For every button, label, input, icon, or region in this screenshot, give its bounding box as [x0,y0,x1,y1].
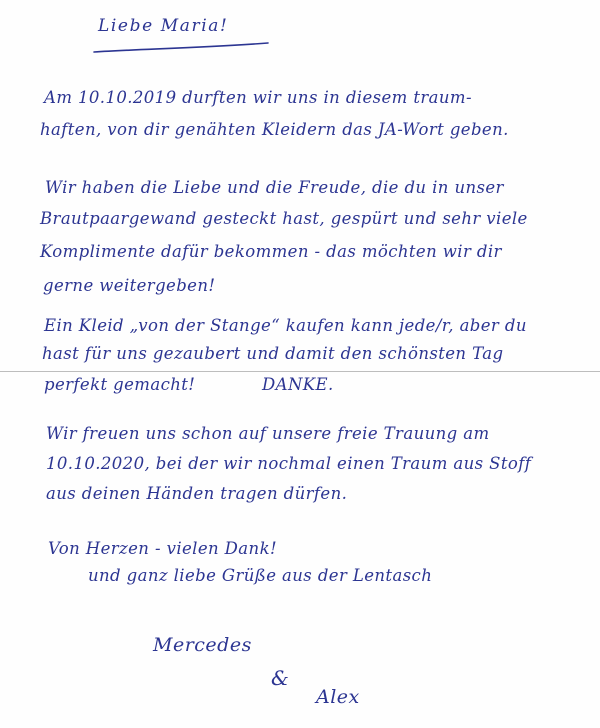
letter-line-5: Komplimente dafür bekommen - das möchten wir dir [40,242,502,261]
letter-regards: und ganz liebe Grüße aus der Lentasch [88,566,433,585]
letter-greeting: Liebe Maria! [98,16,229,36]
letter-closing: Von Herzen - vielen Dank! [48,539,277,558]
signature-ampersand: & [271,666,290,690]
letter-line-1: Am 10.10.2019 durften wir uns in diesem traum- [44,88,472,107]
letter-line-9: perfekt gemacht! [44,375,196,394]
letter-line-10: Wir freuen uns schon auf unsere freie Trauung am [46,424,490,443]
letter-line-2: haften, von dir genähten Kleidern das JA-Wort geben. [40,120,509,139]
signature-mercedes: Mercedes [153,634,252,656]
letter-line-6: gerne weitergeben! [43,276,216,295]
signature-alex: Alex [316,686,360,708]
paper-fold-line [0,371,600,372]
letter-line-4: Brautpaargewand gesteckt hast, gespürt und sehr viele [40,209,528,228]
letter-line-12: aus deinen Händen tragen dürfen. [46,484,348,503]
letter-line-7: Ein Kleid „von der Stange“ kaufen kann jede/r, aber du [44,316,527,335]
letter-thanks: DANKE. [262,375,334,394]
letter-line-11: 10.10.2020, bei der wir nochmal einen Traum aus Stoff [46,454,532,473]
letter-line-8: hast für uns gezaubert und damit den schönsten Tag [42,344,504,363]
letter-line-3: Wir haben die Liebe und die Freude, die du in unser [45,178,504,197]
greeting-underline [92,40,270,58]
